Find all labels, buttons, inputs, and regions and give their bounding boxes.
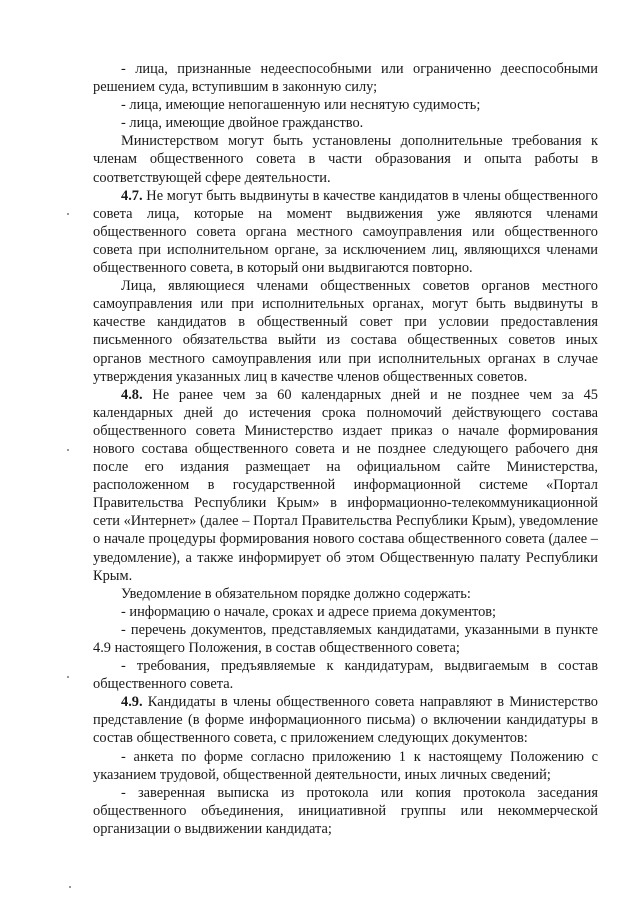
scan-speck bbox=[67, 449, 69, 451]
section-text: Не ранее чем за 60 календарных дней и не позднее чем за 45 календарных дней до истечения срока полномочий действующего состава общественного совета Министерство издает приказ о начале формирования нового состава общественного совета и не позднее следующего рабочего дня после его издания размещает на официальном сайте Министерства, расположенном в государственной информационной системе «Портал Правительства Республики Крым» в информационно-телекоммуникационной сети «Интернет» (далее – Портал Правительства Республики Крым), уведомление о начале процедуры формирования нового состава общественного совета (далее – уведомление), а также информирует об этом Общественную палату Республики Крым. bbox=[93, 386, 598, 584]
scan-speck bbox=[69, 886, 71, 888]
paragraph-dual-citizenship: - лица, имеющие двойное гражданство. bbox=[121, 115, 364, 132]
scan-speck bbox=[67, 676, 69, 678]
section-4-9 bbox=[93, 693, 598, 747]
list-item: - заверенная выписка из протокола или копия протокола заседания общественного объединения, инициативной группы или некоммерческой организации о выдвижении кандидата; bbox=[93, 784, 598, 837]
scan-speck bbox=[67, 213, 69, 215]
paragraph-additional-requirements: Министерством могут быть установлены дополнительные требования к членам общественного совета в части образования и опыта работы в соответствующей сфере деятельности. bbox=[93, 133, 598, 186]
section-4-8 bbox=[93, 386, 598, 585]
section-number: 4.8. bbox=[121, 386, 143, 403]
list-item: - перечень документов, представляемых кандидатами, указанными в пункте 4.9 настоящего Положения, в состав общественного совета; bbox=[93, 621, 598, 656]
section-text: Кандидаты в члены общественного совета направляют в Министерство представление (в форме информационного письма) о включении кандидатуры в состав общественного совета, с приложением следующих документов: bbox=[93, 694, 598, 747]
paragraph-criminal-record: - лица, имеющие непогашенную или неснятую судимость; bbox=[121, 97, 481, 114]
paragraph-members-obligation: Лица, являющиеся членами общественных советов органов местного самоуправления или при исполнительных органах, могут быть выдвинуты в качестве кандидатов в общественный совет при условии предоставления письменного обязательства выйти из состава общественных советов иных органов местного самоуправления или при исполнительных органах в случае утверждения указанных лиц в качестве членов общественных советов. bbox=[93, 278, 598, 385]
section-text: Не могут быть выдвинуты в качестве кандидатов в члены общественного совета лица, которые на момент выдвижения уже являются членами общественного совета органа местного самоуправления или общественного совета при исполнительном органе, за исключением лиц, являющихся членами общественного совета, в который они выдвигаются повторно. bbox=[93, 187, 598, 277]
document-body bbox=[93, 60, 598, 838]
paragraph-incapacitated: - лица, признанные недееспособными или ограниченно дееспособными решением суда, вступившим в законную силу; bbox=[93, 61, 598, 96]
list-item: - требования, предъявляемые к кандидатурам, выдвигаемым в состав общественного совета. bbox=[93, 658, 598, 693]
section-number: 4.9. bbox=[121, 694, 143, 711]
section-number: 4.7. bbox=[121, 187, 143, 204]
list-item: - информацию о начале, сроках и адресе приема документов; bbox=[121, 603, 497, 620]
list-item: - анкета по форме согласно приложению 1 к настоящему Положению с указанием трудовой, общественной деятельности, иных личных сведений; bbox=[93, 748, 598, 783]
section-4-7 bbox=[93, 187, 598, 277]
paragraph-notice-content: Уведомление в обязательном порядке должно содержать: bbox=[121, 585, 471, 602]
